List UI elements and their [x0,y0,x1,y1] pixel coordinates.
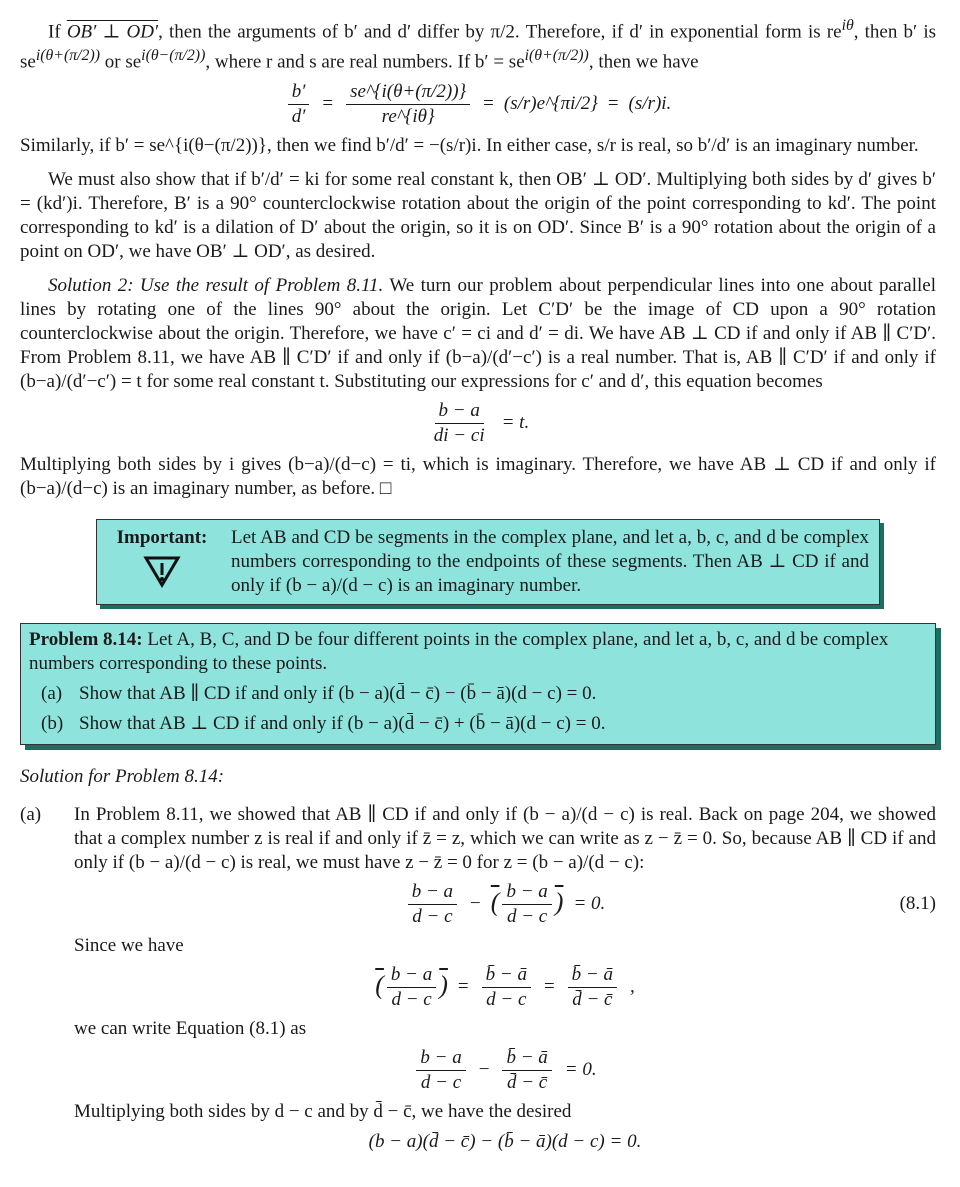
eq4-num2: b̄ − ā [482,964,531,988]
equation-4: ( $\frac{b - a}{d - c}$ ) = $\frac{b̄ - ā}{d - c}$ = $\frac{b̄ - ā}{d̄ - c̄}$ , [375,963,635,1010]
eq4-den2: d − c [486,988,527,1010]
solution-part-a [20,803,936,1160]
eq5-rhs: = 0. [564,1059,597,1081]
part-a-text: Show that AB ∥ CD if and only if (b − a)(d̄ − c̄) − (b̄ − ā)(d − c) = 0. [79,682,597,704]
multiply-text: Multiplying both sides by d − c and by d̄ − c̄, we have the desired [74,1100,572,1122]
p1-text-g: , then we have [588,51,699,73]
equation-1: $\frac{b'}{d'}$ = $\frac{se\^{}\{i(\theta+(\pi/2))\}}{re\^{}\{i\theta\}}$ = (s/r)e^{πi/2} = (s/r)i. [20,81,936,128]
solution-title: Solution for Problem 8.14: [20,765,225,787]
eq5-num1: b − a [416,1047,465,1071]
eq1-lhs-den: d′ [291,105,306,127]
page [20,14,936,1160]
solution-2-heading: Solution 2: Use the result of Problem 8.11. [48,274,384,296]
p1-sup-plus-2: i(θ+(π/2)) [524,47,589,65]
eq2-den: di − ci [433,424,485,446]
problem-title: Problem 8.14: [29,628,143,650]
problem-box [20,623,936,745]
problem-text: Let A, B, C, and D be four different points in the complex plane, and let a, b, c, and d be complex numbers corresponding to these points. [29,628,889,674]
paragraph-4 [20,274,936,394]
equation-5: $\frac{b - a}{d - c}$ − $\frac{b̄ - ā}{d̄ - c̄}$ = 0. [74,1047,936,1094]
rewrite-text: we can write Equation (8.1) as [74,1017,307,1039]
eq3-conj-den: d − c [506,905,548,927]
eq1-r2: (s/r)i. [628,93,672,115]
eq3-conj-num: b − a [502,881,551,905]
problem-part-a [29,682,927,706]
eq5-num2: b̄ − ā [502,1047,551,1071]
equation-final [74,1130,936,1154]
eq4-num1: b − a [387,964,436,988]
part-b-text: Show that AB ⊥ CD if and only if (b − a)(d̄ − c̄) + (b̄ − ā)(d − c) = 0. [79,712,606,734]
eq3-num: b − a [408,881,457,905]
p1-sup-theta: iθ [841,17,854,34]
important-label: Important: [116,526,208,548]
eq1-r1: (s/r)e^{πi/2} [503,93,598,115]
p1-text-a: If [48,21,61,43]
eq2-rhs: = t. [501,412,530,434]
eq1-mid-num: se^{i(θ+(π/2))} [346,81,470,105]
p1-sup-minus: i(θ−(π/2)) [141,47,206,65]
eq4-den1: d − c [391,988,432,1010]
important-box [96,519,880,605]
solution-text-1: In Problem 8.11, we showed that AB ∥ CD if and only if (b − a)/(d − c) is real. Back on page 204, we showed that a complex number z is real if and only if z̄ = z, which we can write as z − z̄ = 0. So, because AB ∥ CD if and only if (b − a)/(d − c) is real, we must have z − z̄ = 0 for z = (b − a)/(d − c): [74,803,936,873]
paragraph-5: Multiplying both sides by i gives (b−a)/(d−c) = ti, which is imaginary. Therefore, we have AB ⊥ CD if and only if (b−a)/(d−c) is an imaginary number, as before. □ [20,453,936,499]
eq2-num: b − a [435,400,484,424]
p1-text-d: , then b′ is se [20,21,937,73]
warning-icon [107,554,217,595]
final-equation: (b − a)(d̄ − c̄) − (b̄ − ā)(d − c) = 0. [368,1130,642,1152]
eq4-num3: b̄ − ā [568,964,617,988]
paragraph-3: We must also show that if b′/d′ = ki for some real constant k, then OB′ ⊥ OD′. Multiplying both sides by d′ gives b′ = (kd′)i. Therefore, B′ is a 90° counterclockwise rotation about the origin of the point corresponding to kd′. The point corresponding to kd′ is a dilation of D′ about the origin, so it is on OD′. Since B′ is a 90° rotation about the origin of a point on OD′, we have OB′ ⊥ OD′, as desired. [20,168,936,262]
eq4-den3: d̄ − c̄ [572,988,613,1010]
solution-label-a: (a) [20,803,42,825]
p1-lines: OB′ ⊥ OD′ [66,21,159,43]
part-b-label: (b) [41,712,64,734]
equation-3: $\frac{b - a}{d - c}$ − ( $\frac{b - a}{d - c}$ ) = 0. (8.1) [74,881,936,928]
paragraph-1 [20,14,936,75]
problem-part-b [29,712,927,736]
paragraph-2: Similarly, if b′ = se^{i(θ−(π/2))}, then we find b′/d′ = −(s/r)i. In either case, s/r is real, so b′/d′ is an imaginary number. [20,134,919,156]
eq3-rhs: = 0. [573,893,606,915]
p1-text-e: or se [100,51,142,73]
equation-number: (8.1) [899,893,936,915]
eq5-den1: d − c [420,1071,462,1093]
eq1-lhs-num: b′ [288,81,310,105]
part-a-label: (a) [41,682,63,704]
important-text: Let AB and CD be segments in the complex plane, and let a, b, c, and d be complex numbers corresponding to the endpoints of these segments. Then AB ⊥ CD if and only if (b − a)/(d − c) is an imaginary number. [231,526,869,596]
paragraph-4-body: We turn our problem about perpendicular lines into one about parallel lines by rotating one of the lines 90° about the origin. Let C′D′ be the image of CD upon a 90° rotation counterclockwise about the origin. Therefore, we have c′ = ci and d′ = di. We have AB ⊥ CD if and only if AB ∥ C′D′. From Problem 8.11, we have AB ∥ C′D′ if and only if (b−a)/(d′−c′) is a real number. That is, AB ∥ C′D′ if and only if (b−a)/(d′−c′) = t for some real constant t. Substituting our expressions for c′ and d′, this equation becomes [20,274,936,392]
eq1-mid-den: re^{iθ} [381,105,435,127]
eq5-den2: d̄ − c̄ [506,1071,548,1093]
equation-2 [20,400,936,447]
eq3-den: d − c [412,905,453,927]
p1-text-c: , then the arguments of b′ and d′ differ by π/2. Therefore, if d′ in exponential form is re [158,21,842,43]
p1-text-f: , where r and s are real numbers. If b′ = se [205,51,525,73]
since-text: Since we have [74,934,184,956]
p1-sup-plus: i(θ+(π/2)) [35,47,101,65]
